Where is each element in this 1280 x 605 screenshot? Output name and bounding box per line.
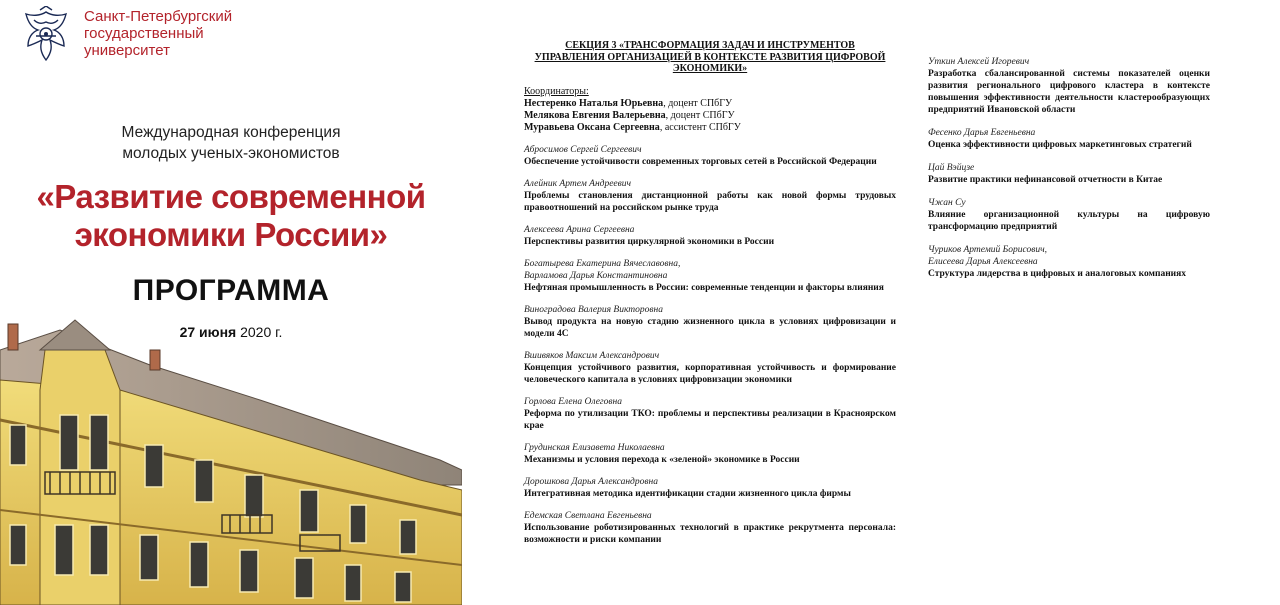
presentation-title: Разработка сбалансированной системы показателей оценки развития регионального цифрового кластера в контексте повышения эффективности деятельности кластерообразующих предприятий Ивановской области — [928, 69, 1210, 115]
presentation-author: Чжан Су — [928, 198, 966, 208]
presentation-author: Едемская Светлана Евгеньевна — [524, 510, 652, 521]
presentation-title: Нефтяная промышленность в России: современные тенденции и факторы влияния — [524, 282, 884, 293]
presentation-author: Виноградова Валерия Викторовна — [524, 304, 663, 315]
section-title-line: УПРАВЛЕНИЯ ОРГАНИЗАЦИЕЙ В КОНТЕКСТЕ РАЗВИТИЯ ЦИФРОВОЙ — [534, 51, 886, 63]
presentation-author: Алейник Артем Андреевич — [524, 178, 632, 189]
coordinator-name: Нестеренко Наталья Юрьевна — [524, 97, 664, 109]
university-name — [84, 8, 232, 59]
program-cover — [0, 0, 462, 605]
title-line: экономики России» — [74, 216, 388, 253]
presentation-author: Алексеева Арина Сергеевна — [524, 224, 635, 235]
section-title — [524, 40, 896, 75]
conference-line: молодых ученых-экономистов — [122, 145, 340, 162]
presentation-author: Горлова Елена Олеговна — [524, 396, 622, 407]
presentation-entry — [524, 144, 896, 168]
program-heading: ПРОГРАММА — [132, 274, 330, 307]
presentation-entry — [928, 162, 1210, 186]
presentation-entry — [524, 510, 896, 546]
coordinator-role: , доцент СПбГУ — [665, 109, 735, 121]
presentation-title: Оценка эффективности цифровых маркетинговых стратегий — [928, 140, 1192, 150]
presentation-author: Чуриков Артемий Борисович, — [928, 245, 1048, 255]
coordinators-label: Координаторы: — [524, 85, 589, 97]
university-line: Санкт-Петербургский — [84, 8, 233, 25]
presentation-entry — [928, 197, 1210, 233]
coordinator — [524, 110, 896, 122]
presentation-author: Вшивяков Максим Александрович — [524, 350, 660, 361]
presentation-title: Проблемы становления дистанционной работы как новой формы трудовых правоотношений на российском рынке труда — [524, 190, 896, 213]
presentation-title: Развитие практики нефинансовой отчетности в Китае — [928, 175, 1163, 185]
presentation-entry — [524, 476, 896, 500]
presentation-list — [928, 56, 1210, 280]
coordinator-role: , ассистент СПбГУ — [659, 121, 741, 133]
presentation-entry — [928, 127, 1210, 151]
date-year: 2020 г. — [236, 324, 283, 340]
presentation-entry — [928, 244, 1210, 280]
presentation-entry — [928, 56, 1210, 116]
conference-name — [0, 122, 462, 164]
presentation-title: Использование роботизированных технологий в практике рекрутмента персонала: возможности и риски компании — [524, 522, 896, 545]
presentation-entry — [524, 396, 896, 432]
presentation-title: Обеспечение устойчивости современных торговых сетей в Российской Федерации — [524, 156, 877, 167]
presentation-title: Вывод продукта на новую стадию жизненного цикла в условиях цифровизации и модели 4С — [524, 316, 896, 339]
presentation-entry — [524, 304, 896, 340]
presentation-list — [524, 144, 896, 546]
presentation-author: Варламова Дарья Константиновна — [524, 270, 668, 281]
coordinator-name: Муравьева Оксана Сергеевна — [524, 121, 660, 133]
coordinator-role: , доцент СПбГУ — [663, 97, 733, 109]
presentation-author: Цай Вэйцзе — [928, 163, 975, 173]
university-line: государственный — [84, 25, 204, 42]
title-line: «Развитие современной — [36, 178, 426, 215]
presentation-author: Грудинская Елизавета Николаевна — [524, 442, 665, 453]
presentation-title: Влияние организационной культуры на цифровую трансформацию предприятий — [928, 210, 1210, 232]
presentation-title: Перспективы развития циркулярной экономики в России — [524, 236, 775, 247]
presentation-author: Уткин Алексей Игоревич — [928, 57, 1030, 67]
presentation-title: Структура лидерства в цифровых и аналоговых компаниях — [928, 269, 1187, 279]
conference-line: Международная конференция — [121, 124, 341, 141]
presentation-entry — [524, 350, 896, 386]
presentation-title: Механизмы и условия перехода к «зеленой» экономике в России — [524, 454, 800, 465]
section-title-line: ЭКОНОМИКИ» — [672, 63, 748, 74]
presentation-entry — [524, 258, 896, 294]
conference-title — [0, 178, 462, 254]
presentation-author: Богатырева Екатерина Вячеславовна, — [524, 258, 681, 269]
presentation-title: Концепция устойчивого развития, корпоративная устойчивость и формирование человеческого капитала в условиях цифровизации экономики — [524, 362, 896, 385]
coordinator-name: Мелякова Евгения Валерьевна — [524, 109, 666, 121]
date-day: 27 июня — [179, 324, 237, 340]
coordinator — [524, 98, 896, 110]
presentation-entry — [524, 178, 896, 214]
university-logo — [20, 6, 232, 66]
section-title-line: СЕКЦИЯ 3 «ТРАНСФОРМАЦИЯ ЗАДАЧ И ИНСТРУМЕНТОВ — [565, 40, 855, 51]
presentation-author: Фесенко Дарья Евгеньевна — [928, 128, 1036, 138]
presentation-entry — [524, 442, 896, 466]
eagle-emblem-icon — [20, 6, 72, 66]
section-program-column-continued — [928, 56, 1210, 280]
coordinator — [524, 122, 896, 134]
building-illustration — [0, 310, 462, 605]
presentation-author: Елисеева Дарья Алексеевна — [928, 257, 1038, 267]
presentation-author: Абросимов Сергей Сергеевич — [524, 144, 642, 155]
section-program-column — [524, 40, 896, 546]
presentation-author: Дорошкова Дарья Александровна — [524, 476, 658, 487]
presentation-entry — [524, 224, 896, 248]
presentation-title: Реформа по утилизации ТКО: проблемы и перспективы реализации в Красноярском крае — [524, 408, 896, 431]
university-line: университет — [84, 42, 170, 59]
presentation-title: Интегративная методика идентификации стадии жизненного цикла фирмы — [524, 488, 851, 499]
